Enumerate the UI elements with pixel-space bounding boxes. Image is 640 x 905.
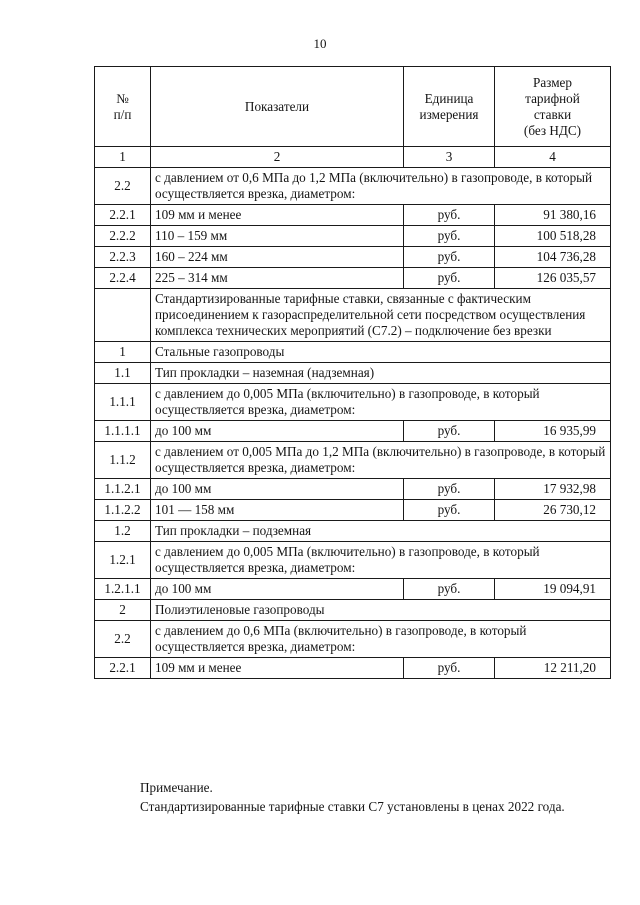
row-number: 2.2.1 [95,205,151,226]
row-number: 2.2.1 [95,658,151,679]
row-number: 1.2.1 [95,542,151,579]
tariff-table [94,66,611,679]
column-number: 4 [495,147,611,168]
header-rate: Размер тарифной ставки (без НДС) [495,67,611,147]
row-number: 2.2 [95,168,151,205]
table-row [95,621,611,658]
row-rate-value: 91 380,16 [495,205,611,226]
row-number: 1.2 [95,521,151,542]
row-indicator: Полиэтиленовые газопроводы [151,600,611,621]
table-row [95,205,611,226]
note-title: Примечание. [140,780,213,795]
row-indicator: 101 — 158 мм [151,500,404,521]
row-rate-value: 12 211,20 [495,658,611,679]
row-indicator: с давлением от 0,6 МПа до 1,2 МПа (включительно) в газопроводе, в который осуществляется врезка, диаметром: [151,168,611,205]
table-row [95,542,611,579]
row-number: 1.1.2 [95,442,151,479]
row-rate-value: 104 736,28 [495,247,611,268]
row-number [95,289,151,342]
row-indicator: 160 – 224 мм [151,247,404,268]
row-unit: руб. [404,247,495,268]
header-unit: Единица измерения [404,67,495,147]
table-row [95,521,611,542]
row-number: 2.2 [95,621,151,658]
table-row [95,658,611,679]
row-number: 2.2.3 [95,247,151,268]
row-indicator: 109 мм и менее [151,658,404,679]
row-number: 1.2.1.1 [95,579,151,600]
table-row [95,500,611,521]
row-rate-value: 17 932,98 [495,479,611,500]
row-unit: руб. [404,421,495,442]
row-indicator: Стандартизированные тарифные ставки, связанные с фактическим присоединением к газораспределительной сети посредством осуществления комплекса технических мероприятий (C7.2) – подключение без врезки [151,289,611,342]
row-number: 1 [95,342,151,363]
row-number: 2 [95,600,151,621]
table-row [95,342,611,363]
row-indicator: 109 мм и менее [151,205,404,226]
row-indicator: 110 – 159 мм [151,226,404,247]
table-row [95,442,611,479]
row-indicator: Тип прокладки – наземная (надземная) [151,363,611,384]
column-number: 2 [151,147,404,168]
column-number: 3 [404,147,495,168]
table-row [95,247,611,268]
row-unit: руб. [404,226,495,247]
row-indicator: до 100 мм [151,579,404,600]
row-number: 2.2.2 [95,226,151,247]
row-number: 1.1 [95,363,151,384]
table-row [95,226,611,247]
row-indicator: Стальные газопроводы [151,342,611,363]
row-unit: руб. [404,500,495,521]
column-number: 1 [95,147,151,168]
row-unit: руб. [404,205,495,226]
page-number: 10 [313,36,327,51]
row-rate-value: 126 035,57 [495,268,611,289]
row-rate-value: 100 518,28 [495,226,611,247]
header-indicator: Показатели [151,67,404,147]
note-text: Стандартизированные тарифные ставки С7 установлены в ценах 2022 года. [140,799,565,814]
row-indicator: до 100 мм [151,479,404,500]
row-number: 1.1.2.1 [95,479,151,500]
table-row [95,384,611,421]
row-number: 2.2.4 [95,268,151,289]
header-num: № п/п [95,67,151,147]
row-indicator: до 100 мм [151,421,404,442]
row-number: 1.1.1 [95,384,151,421]
row-number: 1.1.1.1 [95,421,151,442]
row-unit: руб. [404,479,495,500]
row-rate-value: 19 094,91 [495,579,611,600]
table-row [95,268,611,289]
table-row [95,168,611,205]
row-number: 1.1.2.2 [95,500,151,521]
table-row [95,289,611,342]
row-unit: руб. [404,268,495,289]
table-header-row [95,67,611,147]
row-indicator: с давлением до 0,005 МПа (включительно) в газопроводе, в который осуществляется врезка, диаметром: [151,384,611,421]
row-indicator: с давлением до 0,005 МПа (включительно) в газопроводе, в который осуществляется врезка, диаметром: [151,542,611,579]
row-rate-value: 26 730,12 [495,500,611,521]
table-row [95,600,611,621]
row-rate-value: 16 935,99 [495,421,611,442]
table-row [95,579,611,600]
table-row [95,479,611,500]
row-unit: руб. [404,579,495,600]
row-indicator: с давлением до 0,6 МПа (включительно) в газопроводе, в который осуществляется врезка, диаметром: [151,621,611,658]
row-indicator: Тип прокладки – подземная [151,521,611,542]
row-indicator: 225 – 314 мм [151,268,404,289]
row-indicator: с давлением от 0,005 МПа до 1,2 МПа (включительно) в газопроводе, в который осуществляется врезка, диаметром: [151,442,611,479]
row-unit: руб. [404,658,495,679]
table-row [95,421,611,442]
column-number-row [95,147,611,168]
table-row [95,363,611,384]
